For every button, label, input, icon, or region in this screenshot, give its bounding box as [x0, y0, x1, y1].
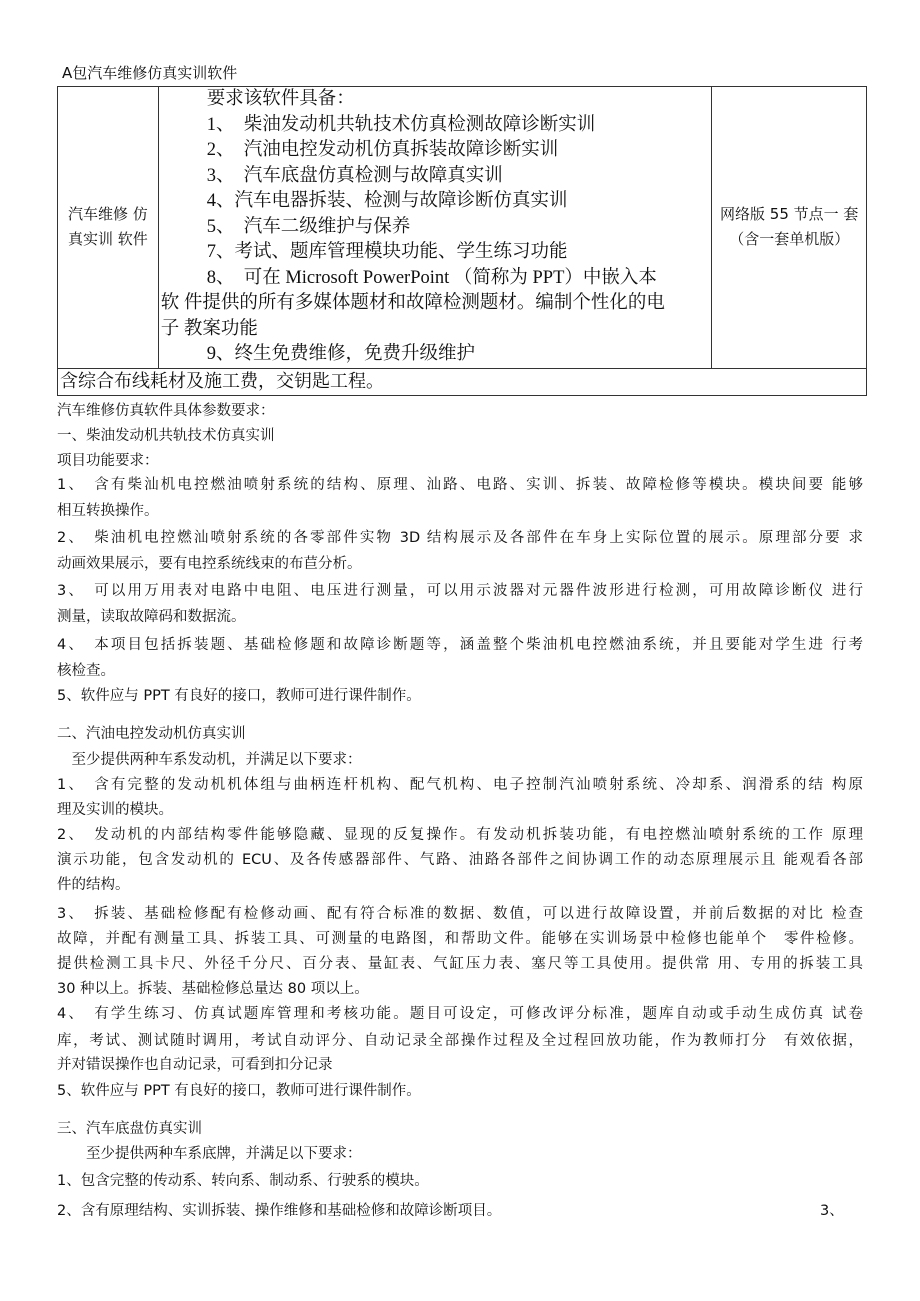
- item-name-line: 真实训 软件: [67, 230, 148, 249]
- quantity-line: 网络版 55 节点一 套: [720, 205, 859, 224]
- requirement-line: 要求该软件具备：: [206, 89, 355, 109]
- body-line: 三、汽车底盘仿真实训: [57, 1121, 202, 1137]
- item-name-cell: [58, 87, 159, 369]
- body-line: 核检查。: [57, 663, 115, 679]
- body-line: 故障，并配有测量工具、拆装工具、可测量的电路图，和帮助文件。能够在实训场景中检修也能单个 零件检修。: [57, 931, 863, 947]
- requirement-line: 9、终生免费维修，免费升级维护: [206, 344, 475, 364]
- body-line: 相互转换操作。: [57, 503, 159, 519]
- requirement-line: 3、 汽车底盘仿真检测与故障真实训: [206, 165, 503, 186]
- body-line: 3、 可以用万用表对电路中电阻、电压进行测量，可以用示波器对元器件波形进行检测，可用故障诊断仪 进行: [57, 583, 863, 599]
- requirement-line: 子 教案功能: [160, 318, 258, 339]
- body-line: 演示功能，包含发动机的 ECU、及各传感器部件、气路、油路各部件之间协调工作的动态原理展示且 能观看各部: [57, 852, 863, 868]
- requirement-line: 8、 可在 Microsoft PowerPoint （简称为 PPT）中嵌入本: [206, 267, 657, 288]
- body-line: 30 种以上。拆装、基础检修总量达 80 项以上。: [57, 981, 369, 997]
- spec-table: [57, 86, 867, 396]
- quantity-line: （含一套单机版）: [729, 230, 850, 249]
- table-row: [58, 87, 867, 369]
- body-line: 至少提供两种车系发动机，并满足以下要求：: [57, 752, 362, 768]
- requirement-line: 软 件提供的所有多媒体题材和故障检测题材。编制个性化的电: [160, 293, 665, 313]
- table-row: [58, 368, 867, 395]
- requirement-line: 1、 柴油发动机共轨技术仿真检测故障诊断实训: [206, 114, 596, 135]
- body-line: 理及实训的模块。: [57, 802, 173, 818]
- body-line: 2、含有原理结构、实训拆装、操作维修和基础检修和故障诊断项目。: [57, 1203, 502, 1219]
- requirement-line: 2、 汽油电控发动机仿真拆装故障诊断实训: [206, 140, 559, 160]
- body-line: 汽车维修仿真软件具体参数要求：: [57, 403, 275, 419]
- body-line: 5、软件应与 PPT 有良好的接口，教师可进行课件制作。: [57, 688, 421, 704]
- body-line: 库，考试、测试随时调用，考试自动评分、自动记录全部操作过程及全过程回放功能，作为教师打分 有效依据，: [57, 1033, 863, 1049]
- body-line: 3、 拆装、基础检修配有检修动画、配有符合标准的数据、数值，可以进行故障设置，并前后数据的对比 检查: [57, 906, 863, 922]
- body-line: 一、柴油发动机共轨技术仿真实训: [57, 428, 275, 444]
- body-line: 1、 含有柴汕机电控燃油喷射系统的结构、原理、汕路、电路、实训、拆装、故障检修等模块。模块间要 能够: [57, 477, 863, 493]
- body-line: 件的结构。: [57, 877, 130, 893]
- body-line: 4、 本项目包括拆装题、基础检修题和故障诊断题等，涵盖整个柴油机电控燃油系统，并且要能对学生进 行考: [57, 637, 863, 653]
- body-line: 测量，读取故障码和数据流。: [57, 609, 246, 625]
- item-name-line: 汽车维修 仿: [67, 205, 148, 224]
- requirements-cell: [158, 87, 712, 369]
- body-line: 并对错误操作也自动记录，可看到扣分记录: [57, 1057, 333, 1073]
- body-line: 二、汽油电控发动机仿真实训: [57, 726, 246, 742]
- requirement-line: 4、汽车电器拆装、检测与故障诊断仿真实训: [206, 191, 568, 211]
- requirement-line: 7、考试、题库管理模块功能、学生练习功能: [206, 242, 568, 262]
- body-line: 4、 有学生练习、仿真试题库管理和考核功能。题目可设定，可修改评分标准，题库自动或手动生成仿真 试卷: [57, 1006, 863, 1022]
- body-line: 至少提供两种车系底牌，并满足以下要求：: [57, 1146, 362, 1162]
- body-line: 动画效果展示，要有电控系统线束的布苣分析。: [57, 556, 362, 572]
- table-footer-note: 含综合布线耗材及施工费，交钥匙工程。: [58, 368, 867, 395]
- body-line: 提供检测工具卡尺、外径千分尺、百分表、量缸表、气缸压力表、塞尺等工具使用。提供常 用、专用的拆装工具: [57, 956, 863, 972]
- body-line: 2、 发动机的内部结构零件能够隐藏、显现的反复操作。有发动机拆装功能，有电控燃汕喷射系统的工作 原理: [57, 827, 863, 843]
- quantity-cell: [712, 87, 867, 369]
- body-line: 1、 含有完整的发动机机体组与曲柄连杆机构、配气机构、电子控制汽汕喷射系统、冷却系、润滑系的结 构原: [57, 777, 863, 793]
- body-line: 2、 柴油机电控燃汕喷射系统的各零部件实物 3D 结构展示及各部件在车身上实际位置的展示。原理部分要 求: [57, 530, 863, 546]
- body-line: 项目功能要求：: [57, 453, 159, 469]
- body-line: 3、: [820, 1203, 844, 1219]
- requirement-line: 5、 汽车二级维护与保养: [206, 216, 411, 237]
- package-title: A包汽车维修仿真实训软件: [62, 64, 238, 82]
- body-line: 1、包含完整的传动系、转向系、制动系、行驶系的模块。: [57, 1173, 429, 1189]
- body-line: 5、软件应与 PPT 有良好的接口，教师可进行课件制作。: [57, 1083, 421, 1099]
